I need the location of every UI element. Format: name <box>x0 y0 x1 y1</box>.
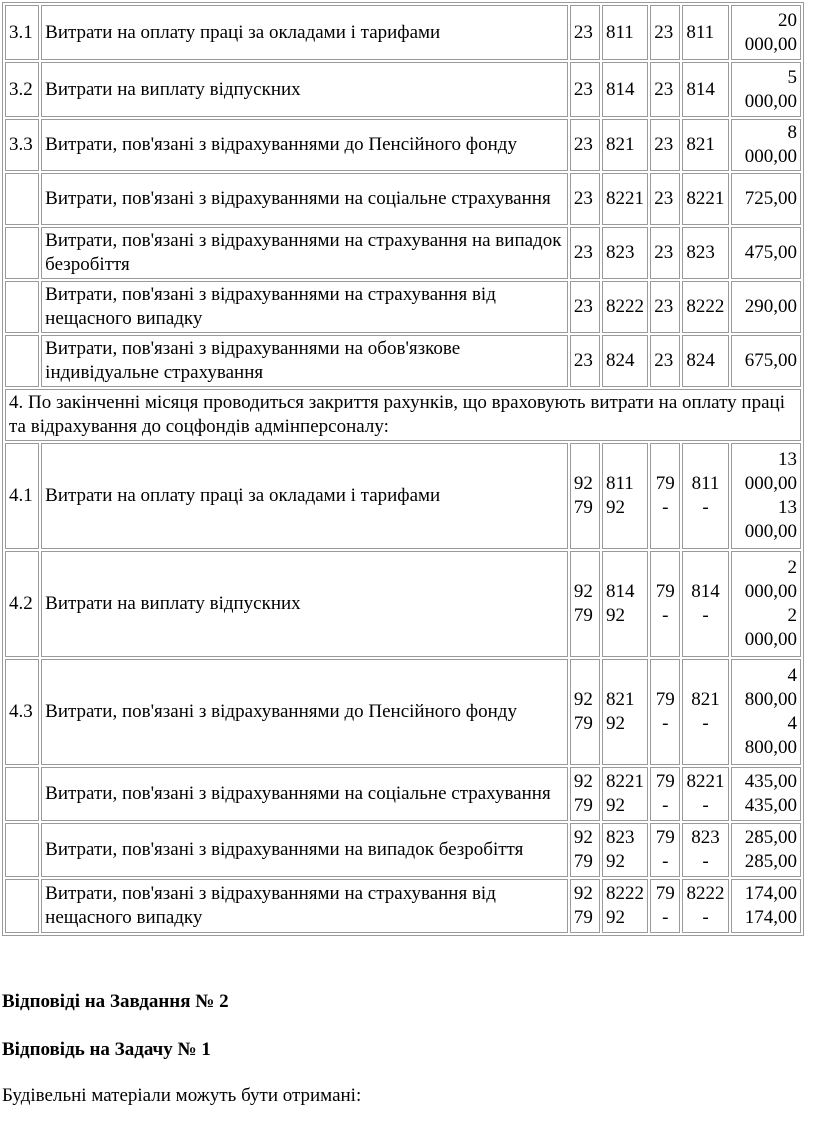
amount-line: 174,00 <box>744 907 797 928</box>
debit-account: 23 <box>570 173 600 225</box>
credit-subaccount: 811 <box>682 5 728 60</box>
amount-line: 475,00 <box>744 242 797 263</box>
amount-line: 13 <box>778 497 797 518</box>
amount-line: 8 <box>787 122 797 143</box>
credit-account <box>650 879 680 933</box>
debit-account: 23 <box>570 335 600 387</box>
debit-subaccount-line: 823 <box>605 827 635 848</box>
credit-account-line: 79 <box>655 771 675 792</box>
table-body <box>5 5 801 933</box>
table-row <box>5 443 801 549</box>
debit-account-line: 92 <box>573 883 593 904</box>
credit-account <box>650 443 680 549</box>
debit-account <box>570 551 600 657</box>
debit-subaccount-line: 8221 <box>605 771 644 792</box>
entry-number <box>5 823 39 877</box>
credit-subaccount <box>682 767 728 821</box>
table-row <box>5 281 801 333</box>
entry-amount <box>731 551 801 657</box>
debit-subaccount: 814 <box>602 62 648 117</box>
entry-description: Витрати, пов'язані з відрахуваннями на страхування від нещасного випадку <box>41 281 568 333</box>
table-row <box>5 879 801 933</box>
entry-number: 4.1 <box>5 443 39 549</box>
entry-description: Витрати, пов'язані з відрахуваннями на страхування на випадок безробіття <box>41 227 568 279</box>
entry-amount <box>731 335 801 387</box>
debit-account <box>570 767 600 821</box>
entry-number <box>5 335 39 387</box>
debit-subaccount-line: 811 <box>605 473 634 494</box>
table-row <box>5 62 801 117</box>
credit-account: 23 <box>650 281 680 333</box>
debit-account: 23 <box>570 119 600 171</box>
entry-amount <box>731 227 801 279</box>
entry-number <box>5 767 39 821</box>
entry-amount <box>731 767 801 821</box>
credit-subaccount-line: - <box>702 713 709 734</box>
amount-line: 435,00 <box>744 771 797 792</box>
credit-account: 23 <box>650 173 680 225</box>
credit-account-line: 79 <box>655 581 675 602</box>
amount-line: 800,00 <box>744 737 797 758</box>
accounting-entries-table <box>2 2 804 936</box>
entry-amount <box>731 659 801 765</box>
amount-line: 20 <box>778 9 797 31</box>
amount-line: 000,00 <box>744 581 797 602</box>
debit-subaccount <box>602 551 648 657</box>
table-row <box>5 173 801 225</box>
credit-subaccount-line: - <box>702 605 709 626</box>
debit-subaccount <box>602 879 648 933</box>
credit-subaccount-line: 823 <box>691 827 720 848</box>
table-row <box>5 389 801 441</box>
entry-number <box>5 281 39 333</box>
credit-account-line: 79 <box>655 883 675 904</box>
amount-line: 4 <box>787 665 797 686</box>
credit-account: 23 <box>650 5 680 60</box>
debit-account-line: 92 <box>573 473 593 494</box>
table-row <box>5 119 801 171</box>
debit-account <box>570 879 600 933</box>
debit-account-line: 92 <box>573 689 593 710</box>
amount-line: 000,00 <box>744 629 797 650</box>
credit-subaccount-line: 811 <box>691 473 720 494</box>
entry-description: Витрати, пов'язані з відрахуваннями на обов'язкове індивідуальне страхування <box>41 335 568 387</box>
credit-subaccount: 8221 <box>682 173 728 225</box>
entry-amount <box>731 823 801 877</box>
amount-line: 675,00 <box>744 350 797 371</box>
credit-subaccount: 821 <box>682 119 728 171</box>
credit-subaccount <box>682 443 728 549</box>
entry-description: Витрати, пов'язані з відрахуваннями на соціальне страхування <box>41 767 568 821</box>
entry-description: Витрати, пов'язані з відрахуваннями на страхування від нещасного випадку <box>41 879 568 933</box>
credit-subaccount-line: - <box>702 795 709 816</box>
entry-description: Витрати на виплату відпускних <box>41 62 568 117</box>
heading-task-2: Відповіді на Завдання № 2 <box>2 991 229 1012</box>
credit-account <box>650 767 680 821</box>
debit-account-line: 79 <box>573 851 593 872</box>
amount-line: 800,00 <box>744 689 797 710</box>
entry-description: Витрати на оплату праці за окладами і тарифами <box>41 443 568 549</box>
debit-account-line: 79 <box>573 497 593 518</box>
credit-account <box>650 659 680 765</box>
credit-subaccount-line: 814 <box>691 581 720 602</box>
credit-account: 23 <box>650 119 680 171</box>
debit-account-line: 92 <box>573 771 593 792</box>
debit-subaccount: 8222 <box>602 281 648 333</box>
credit-subaccount: 824 <box>682 335 728 387</box>
amount-line: 000,00 <box>744 33 797 55</box>
amount-line: 000,00 <box>744 90 797 112</box>
entry-amount <box>731 879 801 933</box>
amount-line: 000,00 <box>744 521 797 542</box>
amount-line: 000,00 <box>744 473 797 494</box>
credit-account: 23 <box>650 227 680 279</box>
amount-line: 13 <box>778 449 797 470</box>
debit-account-line: 79 <box>573 713 593 734</box>
credit-subaccount <box>682 659 728 765</box>
entry-description: Витрати, пов'язані з відрахуваннями на випадок безробіття <box>41 823 568 877</box>
amount-line: 285,00 <box>744 851 797 872</box>
debit-subaccount: 823 <box>602 227 648 279</box>
entry-amount <box>731 443 801 549</box>
debit-account: 23 <box>570 5 600 60</box>
debit-subaccount-line: 92 <box>605 907 625 928</box>
amount-line: 2 <box>787 557 797 578</box>
debit-account-line: 92 <box>573 581 593 602</box>
table-row <box>5 551 801 657</box>
intro-text: Будівельні матеріали можуть бути отримані: <box>2 1085 362 1106</box>
credit-account: 23 <box>650 335 680 387</box>
debit-subaccount-line: 821 <box>605 689 635 710</box>
debit-account: 23 <box>570 62 600 117</box>
entry-description: Витрати на виплату відпускних <box>41 551 568 657</box>
credit-account-line: - <box>662 497 669 518</box>
entry-description: Витрати, пов'язані з відрахуваннями до Пенсійного фонду <box>41 659 568 765</box>
credit-subaccount-line: - <box>702 851 709 872</box>
entry-amount <box>731 173 801 225</box>
table-row <box>5 5 801 60</box>
debit-subaccount-line: 92 <box>605 497 625 518</box>
table-row <box>5 335 801 387</box>
debit-account-line: 79 <box>573 605 593 626</box>
entry-number <box>5 227 39 279</box>
entry-amount <box>731 62 801 117</box>
credit-account-line: - <box>662 713 669 734</box>
credit-subaccount <box>682 879 728 933</box>
debit-subaccount-line: 8222 <box>605 883 644 904</box>
amount-line: 4 <box>787 713 797 734</box>
entry-description: Витрати, пов'язані з відрахуваннями до Пенсійного фонду <box>41 119 568 171</box>
entry-description: Витрати, пов'язані з відрахуваннями на соціальне страхування <box>41 173 568 225</box>
credit-subaccount-line: - <box>702 497 709 518</box>
table-row <box>5 823 801 877</box>
debit-subaccount: 8221 <box>602 173 648 225</box>
debit-subaccount-line: 92 <box>605 851 625 872</box>
debit-subaccount: 824 <box>602 335 648 387</box>
credit-subaccount-line: 8221 <box>686 771 725 792</box>
credit-account-line: - <box>662 907 669 928</box>
table-row <box>5 227 801 279</box>
entry-number: 4.2 <box>5 551 39 657</box>
credit-subaccount-line: 821 <box>691 689 720 710</box>
entry-number: 3.1 <box>5 5 39 60</box>
debit-account: 23 <box>570 281 600 333</box>
amount-line: 285,00 <box>744 827 797 848</box>
entry-number: 4.3 <box>5 659 39 765</box>
amount-line: 000,00 <box>744 146 797 167</box>
debit-account <box>570 443 600 549</box>
entry-number: 3.2 <box>5 62 39 117</box>
credit-subaccount-line: 8222 <box>686 883 725 904</box>
entry-number: 3.3 <box>5 119 39 171</box>
debit-subaccount: 811 <box>602 5 648 60</box>
entry-number <box>5 879 39 933</box>
entry-amount <box>731 119 801 171</box>
credit-account-line: - <box>662 605 669 626</box>
entry-description: Витрати на оплату праці за окладами і тарифами <box>41 5 568 60</box>
debit-account-line: 79 <box>573 795 593 816</box>
amount-line: 2 <box>787 605 797 626</box>
table-row <box>5 659 801 765</box>
entry-amount <box>731 5 801 60</box>
credit-subaccount: 814 <box>682 62 728 117</box>
amount-line: 290,00 <box>744 296 797 317</box>
credit-account-line: 79 <box>655 827 675 848</box>
amount-line: 174,00 <box>744 883 797 904</box>
amount-line: 5 <box>787 66 797 88</box>
debit-subaccount: 821 <box>602 119 648 171</box>
table-row <box>5 767 801 821</box>
credit-subaccount-line: - <box>702 907 709 928</box>
debit-subaccount <box>602 823 648 877</box>
debit-subaccount <box>602 443 648 549</box>
debit-account-line: 92 <box>573 827 593 848</box>
debit-subaccount-line: 92 <box>605 605 625 626</box>
credit-account-line: - <box>662 795 669 816</box>
debit-account-line: 79 <box>573 907 593 928</box>
heading-problem-1: Відповідь на Задачу № 1 <box>2 1039 211 1060</box>
credit-subaccount: 823 <box>682 227 728 279</box>
debit-account <box>570 823 600 877</box>
entry-number <box>5 173 39 225</box>
debit-subaccount-line: 814 <box>605 581 635 602</box>
credit-account-line: - <box>662 851 669 872</box>
credit-subaccount: 8222 <box>682 281 728 333</box>
credit-account-line: 79 <box>655 473 675 494</box>
debit-subaccount-line: 92 <box>605 713 625 734</box>
amount-line: 435,00 <box>744 795 797 816</box>
amount-line: 725,00 <box>744 188 797 209</box>
credit-account <box>650 823 680 877</box>
credit-subaccount <box>682 551 728 657</box>
credit-subaccount <box>682 823 728 877</box>
debit-account <box>570 659 600 765</box>
entry-amount <box>731 281 801 333</box>
credit-account: 23 <box>650 62 680 117</box>
debit-subaccount-line: 92 <box>605 795 625 816</box>
credit-account-line: 79 <box>655 689 675 710</box>
debit-subaccount <box>602 659 648 765</box>
debit-subaccount <box>602 767 648 821</box>
credit-account <box>650 551 680 657</box>
debit-account: 23 <box>570 227 600 279</box>
section-4-note: 4. По закінченні місяця проводиться закриття рахунків, що враховують витрати на оплату праці та відрахування до соцфондів адмінперсоналу: <box>5 389 801 441</box>
